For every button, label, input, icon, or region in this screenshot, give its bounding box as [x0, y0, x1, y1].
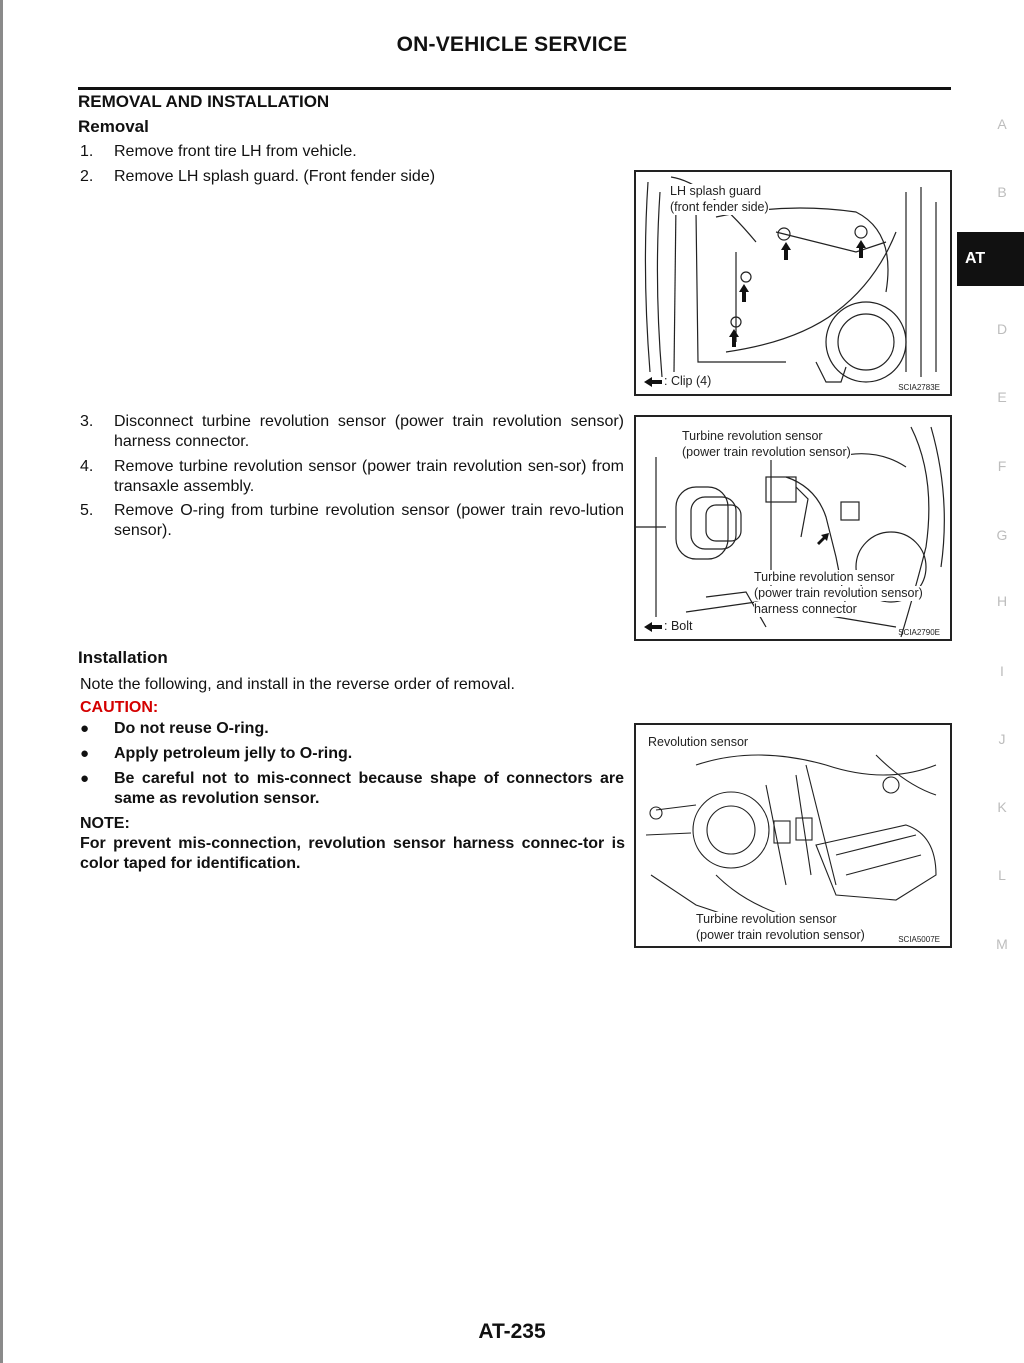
- side-tab-f[interactable]: F: [997, 458, 1007, 474]
- side-tab-a[interactable]: A: [997, 116, 1007, 132]
- page-left-edge: [0, 0, 3, 1363]
- note-text: For prevent mis-connection, revolution sensor harness connec-tor is color taped for identification.: [80, 835, 625, 872]
- bullet-icon: ●: [80, 720, 90, 737]
- note-label: NOTE:: [80, 815, 130, 832]
- removal-heading: Removal: [78, 117, 149, 136]
- figure-code: SCIA2783E: [898, 383, 940, 392]
- page-header-title: ON-VEHICLE SERVICE: [396, 33, 628, 56]
- caution-item: Apply petroleum jelly to O-ring.: [114, 745, 353, 762]
- figure-label: Turbine revolution sensor: [696, 912, 837, 926]
- section-title: REMOVAL AND INSTALLATION: [78, 92, 330, 111]
- step-number: 5.: [80, 502, 94, 519]
- bullet-icon: ●: [80, 770, 90, 787]
- figure-label: (power train revolution sensor): [754, 586, 923, 600]
- bullet-icon: ●: [80, 745, 90, 762]
- figure-legend: : Clip (4): [664, 374, 712, 388]
- figure-turbine-sensor: [634, 415, 952, 641]
- step-text: Remove front tire LH from vehicle.: [114, 143, 357, 160]
- figure-label: Turbine revolution sensor: [754, 570, 895, 584]
- figure-revolution-sensor: [634, 723, 952, 948]
- side-tab-h[interactable]: H: [996, 593, 1008, 609]
- installation-heading: Installation: [78, 648, 168, 667]
- figure-label: (power train revolution sensor): [696, 928, 865, 942]
- step-number: 3.: [80, 413, 94, 430]
- step-text: Remove LH splash guard. (Front fender side): [114, 168, 436, 185]
- side-tab-k[interactable]: K: [997, 799, 1007, 815]
- step-number: 2.: [80, 168, 94, 185]
- side-tab-m[interactable]: M: [996, 936, 1008, 952]
- step-number: 4.: [80, 458, 94, 475]
- figure-label: LH splash guard: [670, 184, 762, 198]
- caution-item: Do not reuse O-ring.: [114, 720, 269, 737]
- side-tab-l[interactable]: L: [998, 867, 1006, 883]
- side-tab-g[interactable]: G: [996, 527, 1008, 543]
- figure-label: harness connector: [754, 602, 857, 616]
- figure-label: Turbine revolution sensor: [682, 429, 823, 443]
- figure-code: SCIA2790E: [898, 628, 940, 637]
- side-tab-i[interactable]: I: [1000, 663, 1004, 679]
- page-number: AT-235: [478, 1320, 546, 1343]
- side-tab-d[interactable]: D: [996, 321, 1008, 337]
- installation-note: Note the following, and install in the reverse order of removal.: [80, 676, 515, 693]
- caution-item: Be careful not to mis-connect because shape of connectors are same as revolution sensor.: [114, 770, 624, 807]
- side-tab-b[interactable]: B: [997, 184, 1007, 200]
- step-text: Remove O-ring from turbine revolution sensor (power train revo-lution sensor).: [114, 502, 624, 539]
- caution-label: CAUTION:: [80, 699, 159, 716]
- section-rule: [78, 87, 951, 90]
- side-tab-at-active[interactable]: AT: [957, 232, 1024, 286]
- side-tab-j[interactable]: J: [998, 731, 1006, 747]
- figure-label: (power train revolution sensor): [682, 445, 851, 459]
- step-number: 1.: [80, 143, 94, 160]
- figure-splash-guard: [634, 170, 952, 396]
- figure-code: SCIA5007E: [898, 935, 940, 944]
- figure-label: (front fender side): [670, 200, 769, 214]
- step-text: Disconnect turbine revolution sensor (power train revolution sensor) harness connector.: [114, 413, 624, 450]
- step-text: Remove turbine revolution sensor (power train revolution sen-sor) from transaxle assembly.: [114, 458, 624, 495]
- figure-label: Revolution sensor: [648, 735, 749, 749]
- figure-legend: : Bolt: [664, 619, 693, 633]
- side-tab-e[interactable]: E: [997, 389, 1007, 405]
